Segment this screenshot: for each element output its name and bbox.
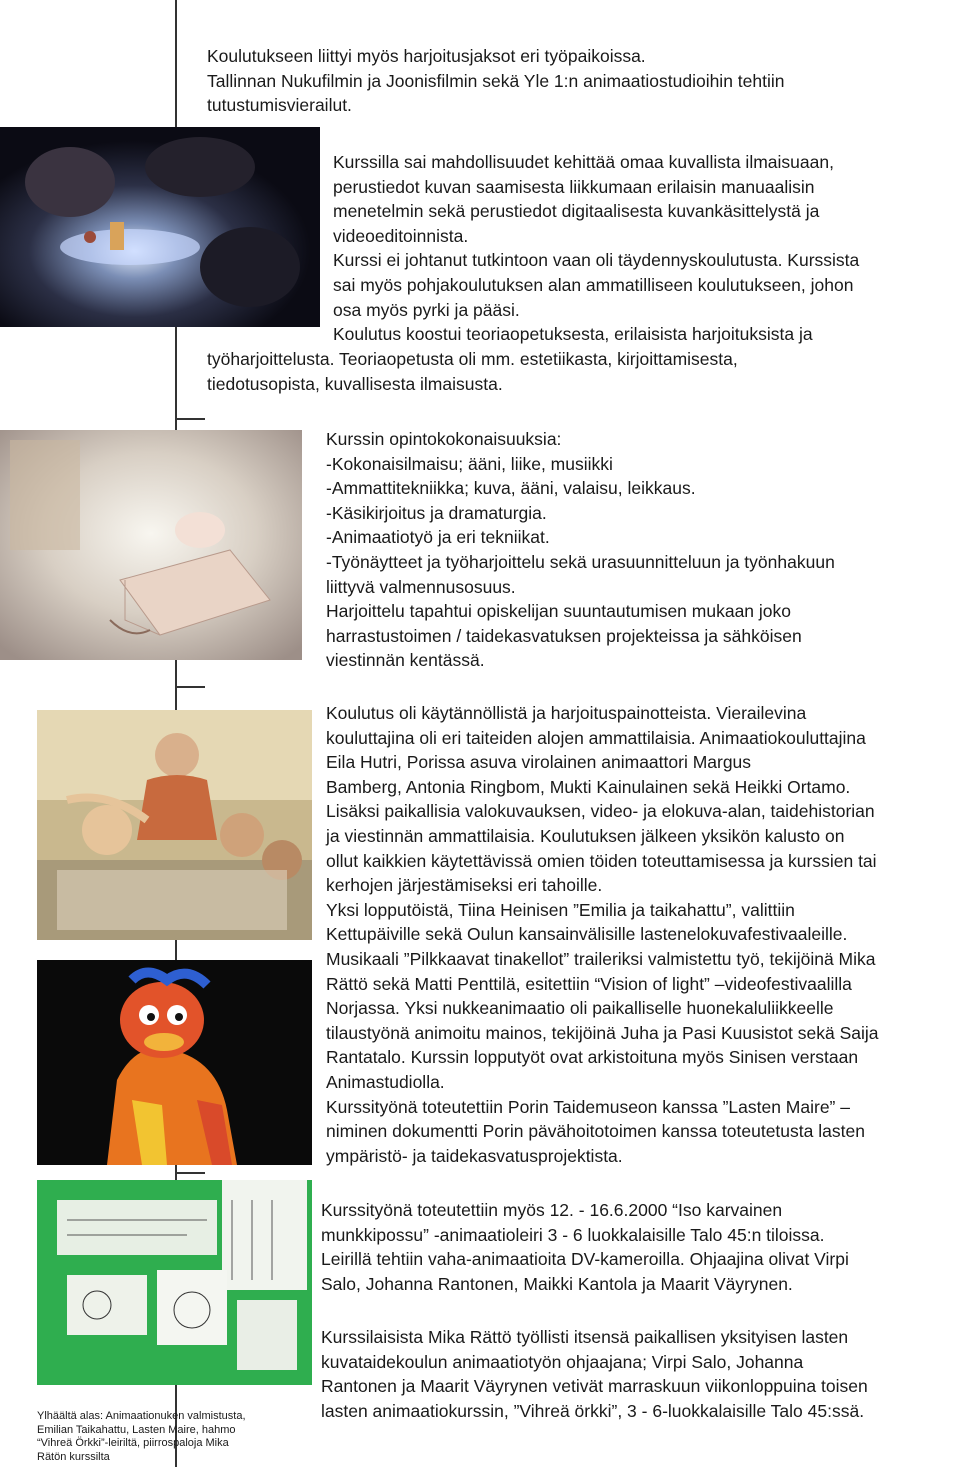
photo-caption: Ylhäältä alas: Animaationuken valmistusta, Emilian Taikahattu, Lasten Maire, hahmo “Vihreä Örkki”-leiriltä, piirrospaloja Mika Rätön kurssilta	[37, 1410, 246, 1463]
lasten-maire-photo	[37, 710, 312, 940]
drawings-photo	[37, 1180, 312, 1385]
intro-paragraph: Koulutukseen liittyi myös harjoitusjaksot eri työpaikoissa. Tallinnan Nukufilmin ja Joonisfilmin sekä Yle 1:n animaatiostudioihin tehtiin tutustumisvierailut.	[207, 46, 785, 116]
study-modules-paragraph: Kurssin opintokokonaisuuksia: -Kokonaisilmaisu; ääni, liike, musiikki -Ammattitekniikka; kuva, ääni, valaisu, leikkaus. -Käsikirjoitus ja dramaturgia. -Animaatiotyö ja eri tekniikat. -Työnäytteet ja työharjoittelu sekä urasuunnitteluun ja työnhakuun liittyvä valmennusosuus. Harjoittelu tapahtui opiskelijan suuntautumisen mukaan joko harrastustoimen / taidekasvatuksen projekteissa ja sähköisen viestinnän kentässä.	[326, 429, 835, 671]
employment-paragraph: Kurssilaisista Mika Rättö työllisti itsensä paikallisen yksityisen lasten kuvataidekoulun animaatiotyön ohjaajana; Virpi Salo, Johanna Rantonen ja Maarit Väyrynen vetivät marraskuun viikonloppuina toisen lasten animaatiokurssin, ”Vihreä örkki”, 3 - 6-luokkalaisille Talo 45:ssä.	[321, 1327, 868, 1421]
puppet-making-photo	[0, 127, 320, 327]
vihrea-orkki-photo	[37, 960, 312, 1165]
practical-training-paragraph: Koulutus oli käytännöllistä ja harjoituspainotteista. Vierailevina kouluttajina oli eri taiteiden alojen ammattilaisia. Animaatiokouluttajina Eila Hutri, Porissa asuva virolainen animaattori Margus Bamberg, Antonia Ringbom, Mukti Kainulainen sekä Heikki Ortamo. Lisäksi paikallisia valokuvauksen, video- ja elokuva-alan, taidehistorian ja viestinnän ammattilaisia. Koulutuksen jälkeen yksikön kalusto on ollut kaikkien käytettävissä omien töiden toteuttamisessa ja kurssien tai kerhojen järjestämiseksi eri tahoille. Yksi lopputöistä, Tiina Heinisen ”Emilia ja taikahattu”, valittiin Kettupäiville sekä Oulun kansainvälisille lastenelokuvafestivaaleille. Musikaali ”Pilkkaavat tinakellot” traileriksi valmistettu työ, tekijöinä Mika Rättö sekä Matti Penttilä, esitettiin “Vision of light” –videofestivaalilla Norjassa. Yksi nukkeanimaatio oli paikalliselle huonekaluliikkeelle tilaustyönä animoitu mainos, tekijöinä Juha ja Pasi Kuusistot sekä Saija Rantatalo. Kurssin lopputyöt ovat arkistoituna myös Sinisen verstaan Animastudiolla. Kurssityönä toteutettiin Porin Taidemuseon kanssa ”Lasten Maire” – niminen dokumentti Porin pävähoitotoimen kanssa toteutetusta lasten ympäristö- ja taidekasvatusprojektista.	[326, 703, 879, 1166]
animation-camp-paragraph: Kurssityönä toteutettiin myös 12. - 16.6.2000 “Iso karvainen munkkipossu” -animaatioleiri 3 - 6 luokkalaisille Talo 45:n tiloissa. Leirillä tehtiin vaha-animaatioita DV-kameroilla. Ohjaajina olivat Virpi Salo, Johanna Rantonen, Maikki Kantola ja Maarit Väyrynen.	[321, 1200, 849, 1294]
timeline-tick	[175, 686, 205, 688]
course-content-paragraph: Kurssilla sai mahdollisuudet kehittää omaa kuvallista ilmaisuaan, perustiedot kuvan saamisesta liikkumaan erilaisin manuaalisin menetelmin sekä perustiedot digitaalisesta kuvankäsittelystä ja videoeditoinnista. Kurssi ei johtanut tutkintoon vaan oli täydennyskoulutusta. Kurssista sai myös pohjakoulutuksen alan ammatilliseen koulutukseen, johon osa myös pyrki ja pääsi. Koulutus koostui teoriaopetuksesta, erilaisista harjoituksista ja	[333, 152, 860, 345]
course-content-paragraph-end: työharjoittelusta. Teoriaopetusta oli mm. estetiikasta, kirjoittamisesta, tiedotusopista, kuvallisesta ilmaisusta.	[207, 349, 738, 394]
timeline-tick	[175, 418, 205, 420]
timeline-tick	[175, 1172, 205, 1174]
emilia-taikahattu-photo	[0, 430, 302, 660]
